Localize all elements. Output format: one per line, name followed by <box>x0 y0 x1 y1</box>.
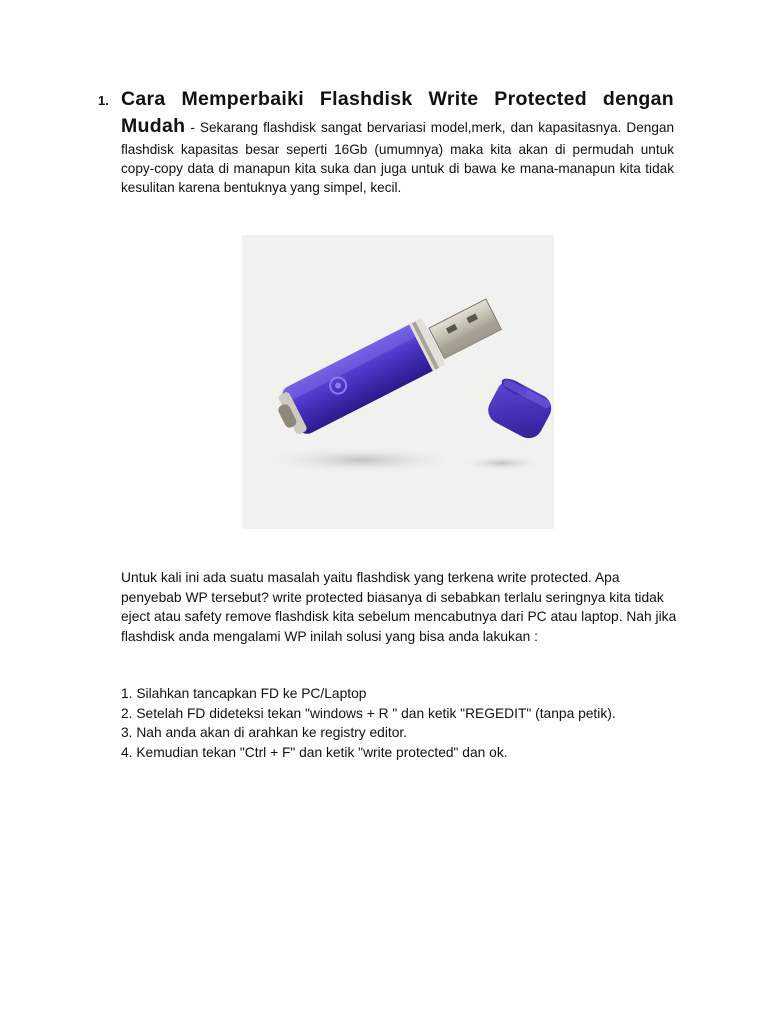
article-title: Cara Memperbaiki Flashdisk Write Protected dengan Mudah <box>121 88 674 137</box>
flashdisk-body <box>270 318 445 442</box>
intro-text: - Sekarang flashdisk sangat bervariasi model,merk, dan kapasitasnya. Dengan flashdisk kapasitas besar seperti 16Gb (umumnya) maka kita akan di permudah untuk copy-copy data di manapun kita suka dan juga untuk di bawa ke mana-manapun kita tidak kesulitan karena bentuknya yang simpel, kecil. <box>121 120 674 196</box>
intro-paragraph <box>121 86 674 198</box>
steps-list <box>121 684 681 762</box>
list-number: 1. <box>98 93 109 108</box>
list-item: 3. Nah anda akan di arahkan ke registry editor. <box>121 725 408 740</box>
flashdisk-photo <box>242 235 554 529</box>
flashdisk-shadow <box>257 446 467 474</box>
cap-shadow <box>460 455 544 471</box>
flashdisk-cap <box>483 375 554 443</box>
list-item: 1. Silahkan tancapkan FD ke PC/Laptop <box>121 686 367 701</box>
flashdisk-illustration <box>242 235 554 529</box>
body-paragraph: Untuk kali ini ada suatu masalah yaitu flashdisk yang terkena write protected. Apa penyebab WP tersebut? write protected biasanya di sebabkan terlalu seringnya kita tidak eject atau safety remove flashdisk kita sebelum mencabutnya dari PC atau laptop. Nah jika flashdisk anda mengalami WP inilah solusi yang bisa anda lakukan : <box>121 570 677 644</box>
list-item: 4. Kemudian tekan "Ctrl + F" dan ketik "write protected" dan ok. <box>121 744 508 760</box>
usb-connector <box>429 299 501 358</box>
list-item: 2. Setelah FD dideteksi tekan "windows + R " dan ketik "REGEDIT" (tanpa petik). <box>121 705 616 721</box>
